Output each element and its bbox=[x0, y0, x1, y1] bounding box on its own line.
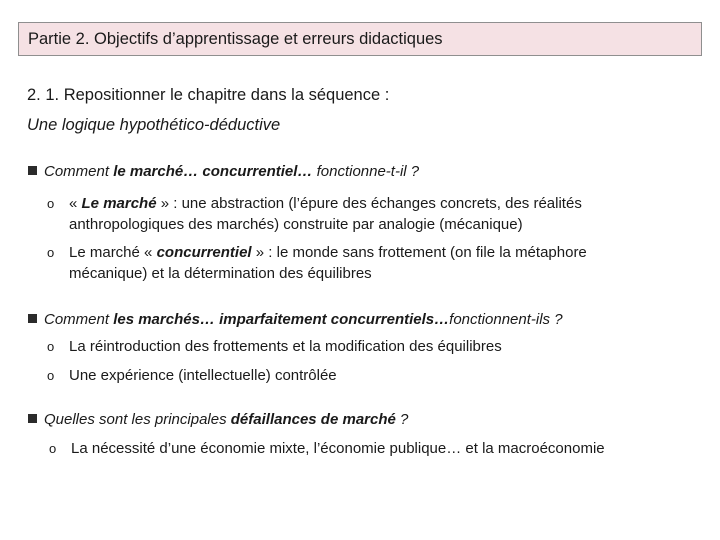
question-2-pre: Comment bbox=[44, 311, 114, 328]
question-1-post: fonctionne-t-il ? bbox=[312, 163, 420, 180]
question-2-keyword: les marchés… imparfaitement concurrentiels… bbox=[113, 311, 450, 328]
section-heading: 2. 1. Repositionner le chapitre dans la séquence : bbox=[27, 86, 390, 104]
circle-bullet-icon: o bbox=[47, 245, 55, 260]
item-text-line-2: anthropologiques des marchés) construite par analogie (mécanique) bbox=[69, 216, 523, 233]
quote-open: « bbox=[69, 195, 82, 212]
square-bullet-icon bbox=[28, 166, 37, 175]
square-bullet-icon bbox=[28, 414, 37, 423]
item-text: La réintroduction des frottements et la modification des équilibres bbox=[69, 338, 502, 355]
question-1-pre: Comment bbox=[44, 163, 114, 180]
page-title bbox=[18, 22, 702, 56]
question-1-keyword: le marché… concurrentiel… bbox=[113, 163, 313, 180]
quote-close: » bbox=[251, 244, 265, 261]
quote-open: « bbox=[144, 244, 157, 261]
question-1 bbox=[28, 163, 419, 180]
question-2-post: fonctionnent-ils ? bbox=[449, 311, 563, 328]
item-text-lead: Le marché bbox=[69, 244, 145, 261]
item-text-line-1: : une abstraction (l’épure des échanges concrets, des réalités bbox=[169, 195, 582, 212]
item-text: La nécessité d’une économie mixte, l’économie publique… et la macroéconomie bbox=[71, 440, 605, 457]
circle-bullet-icon: o bbox=[47, 196, 55, 211]
question-3-keyword: défaillances de marché bbox=[230, 411, 396, 428]
circle-bullet-icon: o bbox=[47, 339, 55, 354]
section-subtitle: Une logique hypothético-déductive bbox=[27, 116, 281, 134]
question-3-pre: Quelles sont les principales bbox=[44, 411, 231, 428]
question-2 bbox=[28, 311, 563, 328]
item-text: Une expérience (intellectuelle) contrôlée bbox=[69, 367, 337, 384]
item-text-line-1: : le monde sans frottement (on file la métaphore bbox=[264, 244, 587, 261]
item-emphasis: concurrentiel bbox=[156, 244, 252, 261]
square-bullet-icon bbox=[28, 314, 37, 323]
quote-close: » bbox=[156, 195, 170, 212]
page-title-text: Partie 2. Objectifs d’apprentissage et erreurs didactiques bbox=[28, 30, 443, 48]
item-text-line-2: mécanique) et la détermination des équilibres bbox=[69, 265, 372, 282]
item-emphasis: Le marché bbox=[81, 195, 157, 212]
question-3-post: ? bbox=[395, 411, 409, 428]
circle-bullet-icon: o bbox=[49, 441, 57, 456]
question-3 bbox=[28, 411, 408, 428]
circle-bullet-icon: o bbox=[47, 368, 55, 383]
